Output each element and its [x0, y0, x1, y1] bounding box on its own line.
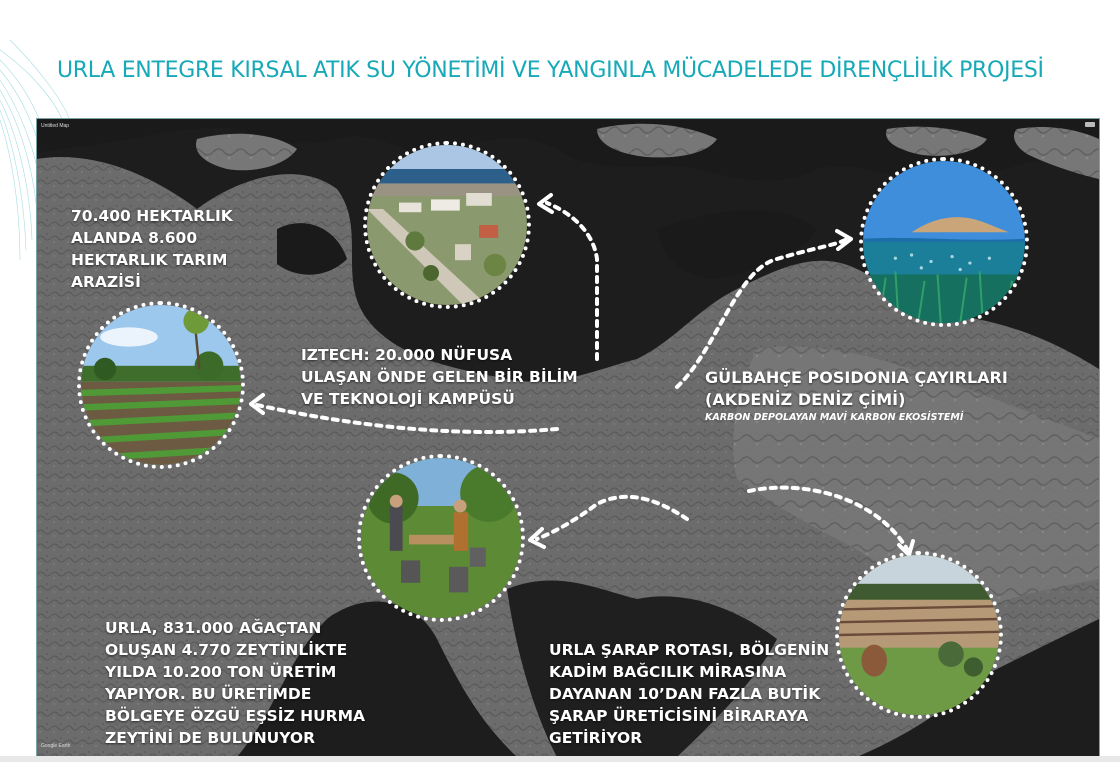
photo-vineyard	[835, 551, 1003, 719]
arrow-olive	[537, 497, 687, 539]
map-attribution: Google Earth	[41, 743, 71, 749]
photo-olive-harvest	[357, 454, 525, 622]
photo-campus	[363, 141, 531, 309]
photo-farm-field	[77, 301, 245, 469]
label-posidonia: GÜLBAHÇE POSIDONIA ÇAYIRLARI (AKDENİZ DENİZ ÇİMİ)	[705, 368, 1008, 409]
map-corner-label: Untitled Map	[41, 123, 70, 129]
label-iztech: IZTECH: 20.000 NÜFUSA ULAŞAN ÖNDE GELEN BİR BİLİM VE TEKNOLOJİ KAMPÜSÜ	[301, 346, 578, 408]
label-olive: URLA, 831.000 AĞAÇTAN OLUŞAN 4.770 ZEYTİNLİKTE YILDA 10.200 TON ÜRETİM YAPIYOR. BU ÜRETİMDE BÖLGEYE ÖZGÜ EŞSİZ HURMA ZEYTİNİ DE BULUNUYOR	[105, 619, 366, 747]
arrow-iztech	[547, 203, 597, 359]
page-title: URLA ENTEGRE KIRSAL ATIK SU YÖNETİMİ VE YANGINLA MÜCADELEDE DİRENÇLİLİK PROJESİ	[57, 58, 1044, 83]
satellite-map	[36, 118, 1100, 758]
label-posidonia-sub: KARBON DEPOLAYAN MAVİ KARBON EKOSİSTEMİ	[705, 412, 964, 423]
arrow-posidonia	[677, 239, 847, 387]
arrow-vineyard	[749, 488, 907, 549]
bottom-bar	[0, 756, 1120, 762]
label-wine: URLA ŞARAP ROTASI, BÖLGENİN KADİM BAĞCILIK MİRASINA DAYANAN 10’DAN FAZLA BUTİK ŞARAP ÜRETİCİSİNİ BİRARAYA GETİRİYOR	[549, 641, 830, 747]
label-agriculture: 70.400 HEKTARLIK ALANDA 8.600 HEKTARLIK TARIM ARAZİSİ	[71, 207, 233, 291]
photo-posidonia	[859, 157, 1029, 327]
